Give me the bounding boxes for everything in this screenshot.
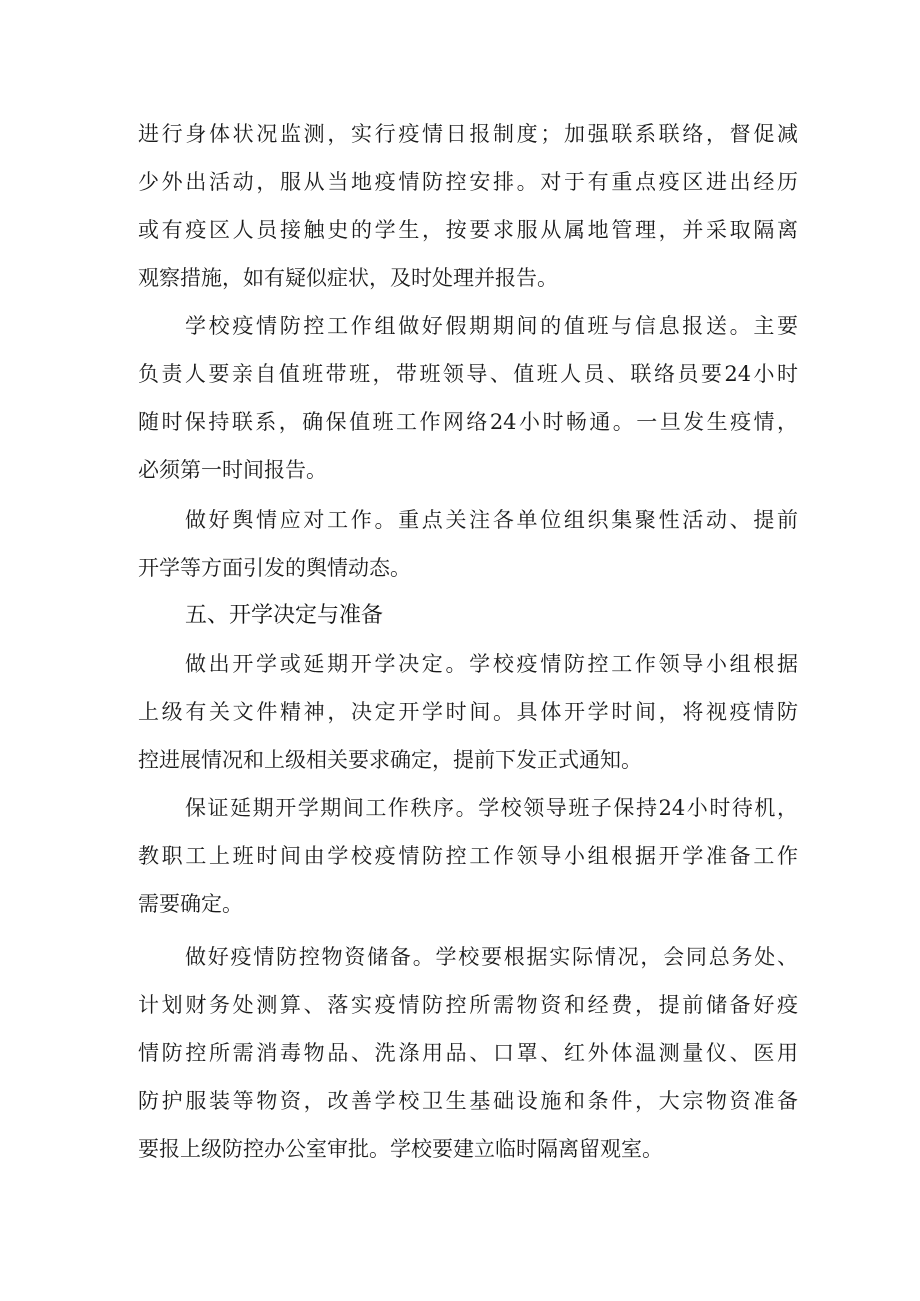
paragraph-line: 上级有关文件精神，决定开学时间。具体开学时间，将视疫情防 <box>138 700 798 724</box>
section-heading: 五、开学决定与准备 <box>185 603 384 628</box>
paragraph-line: 随时保持联系，确保值班工作网络24小时畅通。一旦发生疫情， <box>138 410 798 434</box>
paragraph-line: 需要确定。 <box>138 892 243 916</box>
paragraph-line: 防护服装等物资，改善学校卫生基础设施和条件，大宗物资准备 <box>138 1089 798 1113</box>
paragraph-line: 开学等方面引发的舆情动态。 <box>138 556 411 580</box>
paragraph-line: 做好疫情防控物资储备。学校要根据实际情况，会同总务处、 <box>185 945 798 969</box>
paragraph-line: 学校疫情防控工作组做好假期期间的值班与信息报送。主要 <box>185 314 798 338</box>
paragraph-line: 情防控所需消毒物品、洗涤用品、口罩、红外体温测量仪、医用 <box>138 1041 798 1065</box>
paragraph-line: 负责人要亲自值班带班，带班领导、值班人员、联络员要24小时 <box>138 362 798 386</box>
paragraph-line: 做出开学或延期开学决定。学校疫情防控工作领导小组根据 <box>185 652 798 676</box>
paragraph-line: 教职工上班时间由学校疫情防控工作领导小组根据开学准备工作 <box>138 844 798 868</box>
paragraph-line: 必须第一时间报告。 <box>138 458 327 482</box>
paragraph-line: 要报上级防控办公室审批。学校要建立临时隔离留观室。 <box>138 1137 663 1161</box>
paragraph-line: 观察措施，如有疑似症状，及时处理并报告。 <box>138 266 558 290</box>
paragraph-line: 或有疫区人员接触史的学生，按要求服从属地管理，并采取隔离 <box>138 218 798 242</box>
paragraph-line: 控进展情况和上级相关要求确定，提前下发正式通知。 <box>138 748 642 772</box>
paragraph-line: 进行身体状况监测，实行疫情日报制度；加强联系联络，督促减 <box>138 122 798 146</box>
paragraph-line: 少外出活动，服从当地疫情防控安排。对于有重点疫区进出经历 <box>138 170 798 194</box>
paragraph-line: 计划财务处测算、落实疫情防控所需物资和经费，提前储备好疫 <box>138 993 798 1017</box>
paragraph-line: 做好舆情应对工作。重点关注各单位组织集聚性活动、提前 <box>185 508 798 532</box>
paragraph-line: 保证延期开学期间工作秩序。学校领导班子保持24小时待机， <box>185 796 798 820</box>
